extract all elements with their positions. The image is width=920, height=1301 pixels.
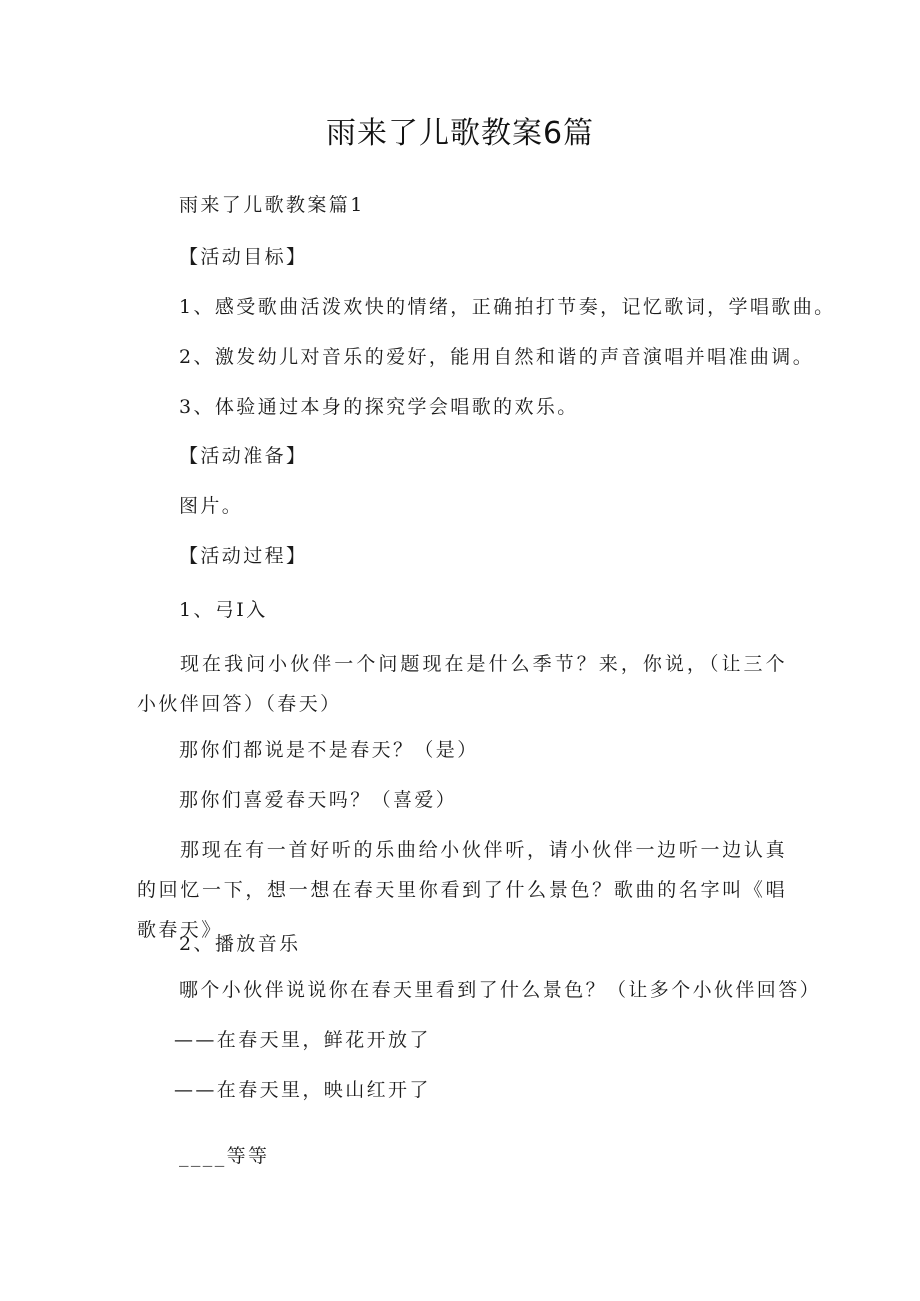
step-2-heading: 2、播放音乐 [179,933,301,955]
paragraph-question: 现在我问小伙伴一个问题现在是什么季节？来，你说，（让三个小伙伴回答）（春天） [137,653,787,715]
paragraph-listen-song: 那现在有一首好听的乐曲给小伙伴听，请小伙伴一边听一边认真的回忆一下，想一想在春天里你看到了什么景色？歌曲的名字叫《唱歌春天》 [137,839,787,941]
paragraph-is-spring: 那你们都说是不是春天？（是） [179,739,479,761]
paragraph-like-spring: 那你们喜爱春天吗？（喜爱） [179,789,458,811]
prep-heading: 【活动准备】 [179,445,308,467]
process-heading: 【活动过程】 [179,545,308,567]
goal-item-1: 1、感受歌曲活泼欢快的情绪，正确拍打节奏，记忆歌词，学唱歌曲。 [179,296,836,318]
paragraph-scenery-question: 哪个小伙伴说说你在春天里看到了什么景色？（让多个小伙伴回答） [179,979,822,1001]
prep-text: 图片。 [179,495,244,517]
answer-item-1: ——在春天里，鲜花开放了 [174,1029,431,1051]
document-title: 雨来了儿歌教案6篇 [325,116,595,151]
step-1-heading: 1、弓I入 [179,599,268,621]
goal-item-2: 2、激发幼儿对音乐的爱好，能用自然和谐的声音演唱并唱准曲调。 [179,346,815,368]
section-heading: 雨来了儿歌教案篇1 [179,194,365,216]
answer-item-2: ——在春天里，映山红开了 [174,1079,431,1101]
goals-heading: 【活动目标】 [179,246,308,268]
goal-item-3: 3、体验通过本身的探究学会唱歌的欢乐。 [179,396,579,418]
answer-item-3: ____等等 [179,1145,270,1167]
